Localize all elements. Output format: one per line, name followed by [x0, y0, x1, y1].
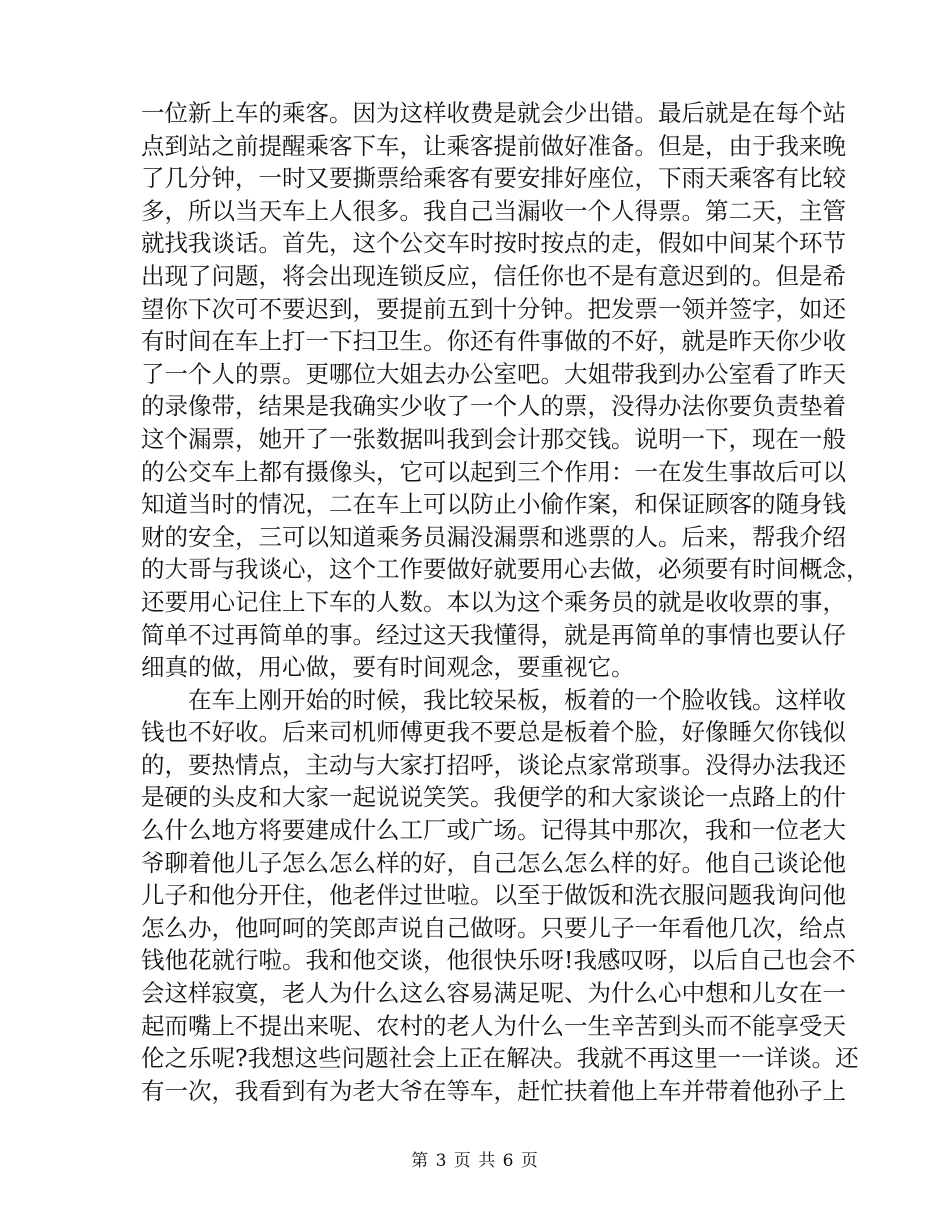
- text-line: 多，所以当天车上人很多。我自己当漏收一个人得票。第二天，主管: [141, 196, 846, 225]
- text-line: 的录像带，结果是我确实少收了一个人的票，没得办法你要负责垫着: [141, 392, 846, 421]
- text-line: 这个漏票，她开了一张数据叫我到会计那交钱。说明一下，现在一般: [141, 424, 846, 453]
- text-line: 钱他花就行啦。我和他交谈，他很快乐呀!我感叹呀，以后自己也会不: [141, 946, 856, 975]
- text-line: 么什么地方将要建成什么工厂或广场。记得其中那次，我和一位老大: [141, 816, 846, 845]
- text-line: 起而嘴上不提出来呢、农村的老人为什么一生辛苦到头而不能享受天: [141, 1011, 846, 1040]
- text-line: 知道当时的情况，二在车上可以防止小偷作案，和保证顾客的随身钱: [141, 490, 846, 519]
- text-line: 有一次，我看到有为老大爷在等车，赶忙扶着他上车并带着他孙子上: [141, 1076, 846, 1105]
- text-line: 就找我谈话。首先，这个公交车时按时按点的走，假如中间某个环节: [141, 229, 846, 258]
- text-line: 是硬的头皮和大家一起说说笑笑。我便学的和大家谈论一点路上的什: [141, 783, 846, 812]
- text-line: 的公交车上都有摄像头，它可以起到三个作用：一在发生事故后可以: [141, 457, 846, 486]
- paragraph-last-line: 细真的做，用心做，要有时间观念，要重视它。: [141, 653, 635, 682]
- text-line: 的大哥与我谈心，这个工作要做好就要用心去做，必须要有时间概念，: [141, 555, 870, 584]
- text-line: 的，要热情点，主动与大家打招呼，谈论点家常琐事。没得办法我还: [141, 750, 846, 779]
- text-line: 爷聊着他儿子怎么怎么样的好，自己怎么怎么样的好。他自己谈论他: [141, 848, 846, 877]
- text-line: 钱也不好收。后来司机师傅更我不要总是板着个脸，好像睡欠你钱似: [141, 718, 846, 747]
- text-line: 点到站之前提醒乘客下车，让乘客提前做好准备。但是，由于我来晚: [141, 131, 846, 160]
- text-line: 怎么办，他呵呵的笑郎声说自己做呀。只要儿子一年看他几次，给点: [141, 913, 846, 942]
- text-line: 了几分钟，一时又要撕票给乘客有要安排好座位，下雨天乘客有比较: [141, 164, 846, 193]
- text-line: 望你下次可不要迟到，要提前五到十分钟。把发票一领并签字，如还: [141, 294, 846, 323]
- text-line: 一位新上车的乘客。因为这样收费是就会少出错。最后就是在每个站: [141, 99, 846, 127]
- text-line: 还要用心记住上下车的人数。本以为这个乘务员的就是收收票的事，: [141, 587, 846, 616]
- page-number-footer: 第 3 页 共 6 页: [411, 1151, 539, 1171]
- paragraph-first-line: 在车上刚开始的时候，我比较呆板，板着的一个脸收钱。这样收: [188, 685, 846, 714]
- text-line: 简单不过再简单的事。经过这天我懂得，就是再简单的事情也要认仔: [141, 620, 846, 649]
- text-line: 会这样寂寞，老人为什么这么容易满足呢、为什么心中想和儿女在一: [141, 979, 846, 1008]
- text-line: 财的安全，三可以知道乘务员漏没漏票和逃票的人。后来，帮我介绍: [141, 522, 846, 551]
- text-line: 伦之乐呢?我想这些问题社会上正在解决。我就不再这里一一详谈。还: [141, 1044, 859, 1073]
- body-text: [141, 97, 870, 1107]
- text-line: 有时间在车上打一下扫卫生。你还有件事做的不好，就是昨天你少收: [141, 327, 846, 356]
- text-line: 了一个人的票。更哪位大姐去办公室吧。大姐带我到办公室看了昨天: [141, 359, 846, 388]
- text-line: 儿子和他分开住，他老伴过世啦。以至于做饭和洗衣服问题我询问他: [141, 881, 846, 910]
- text-line: 出现了问题，将会出现连锁反应，信任你也不是有意迟到的。但是希: [141, 261, 846, 290]
